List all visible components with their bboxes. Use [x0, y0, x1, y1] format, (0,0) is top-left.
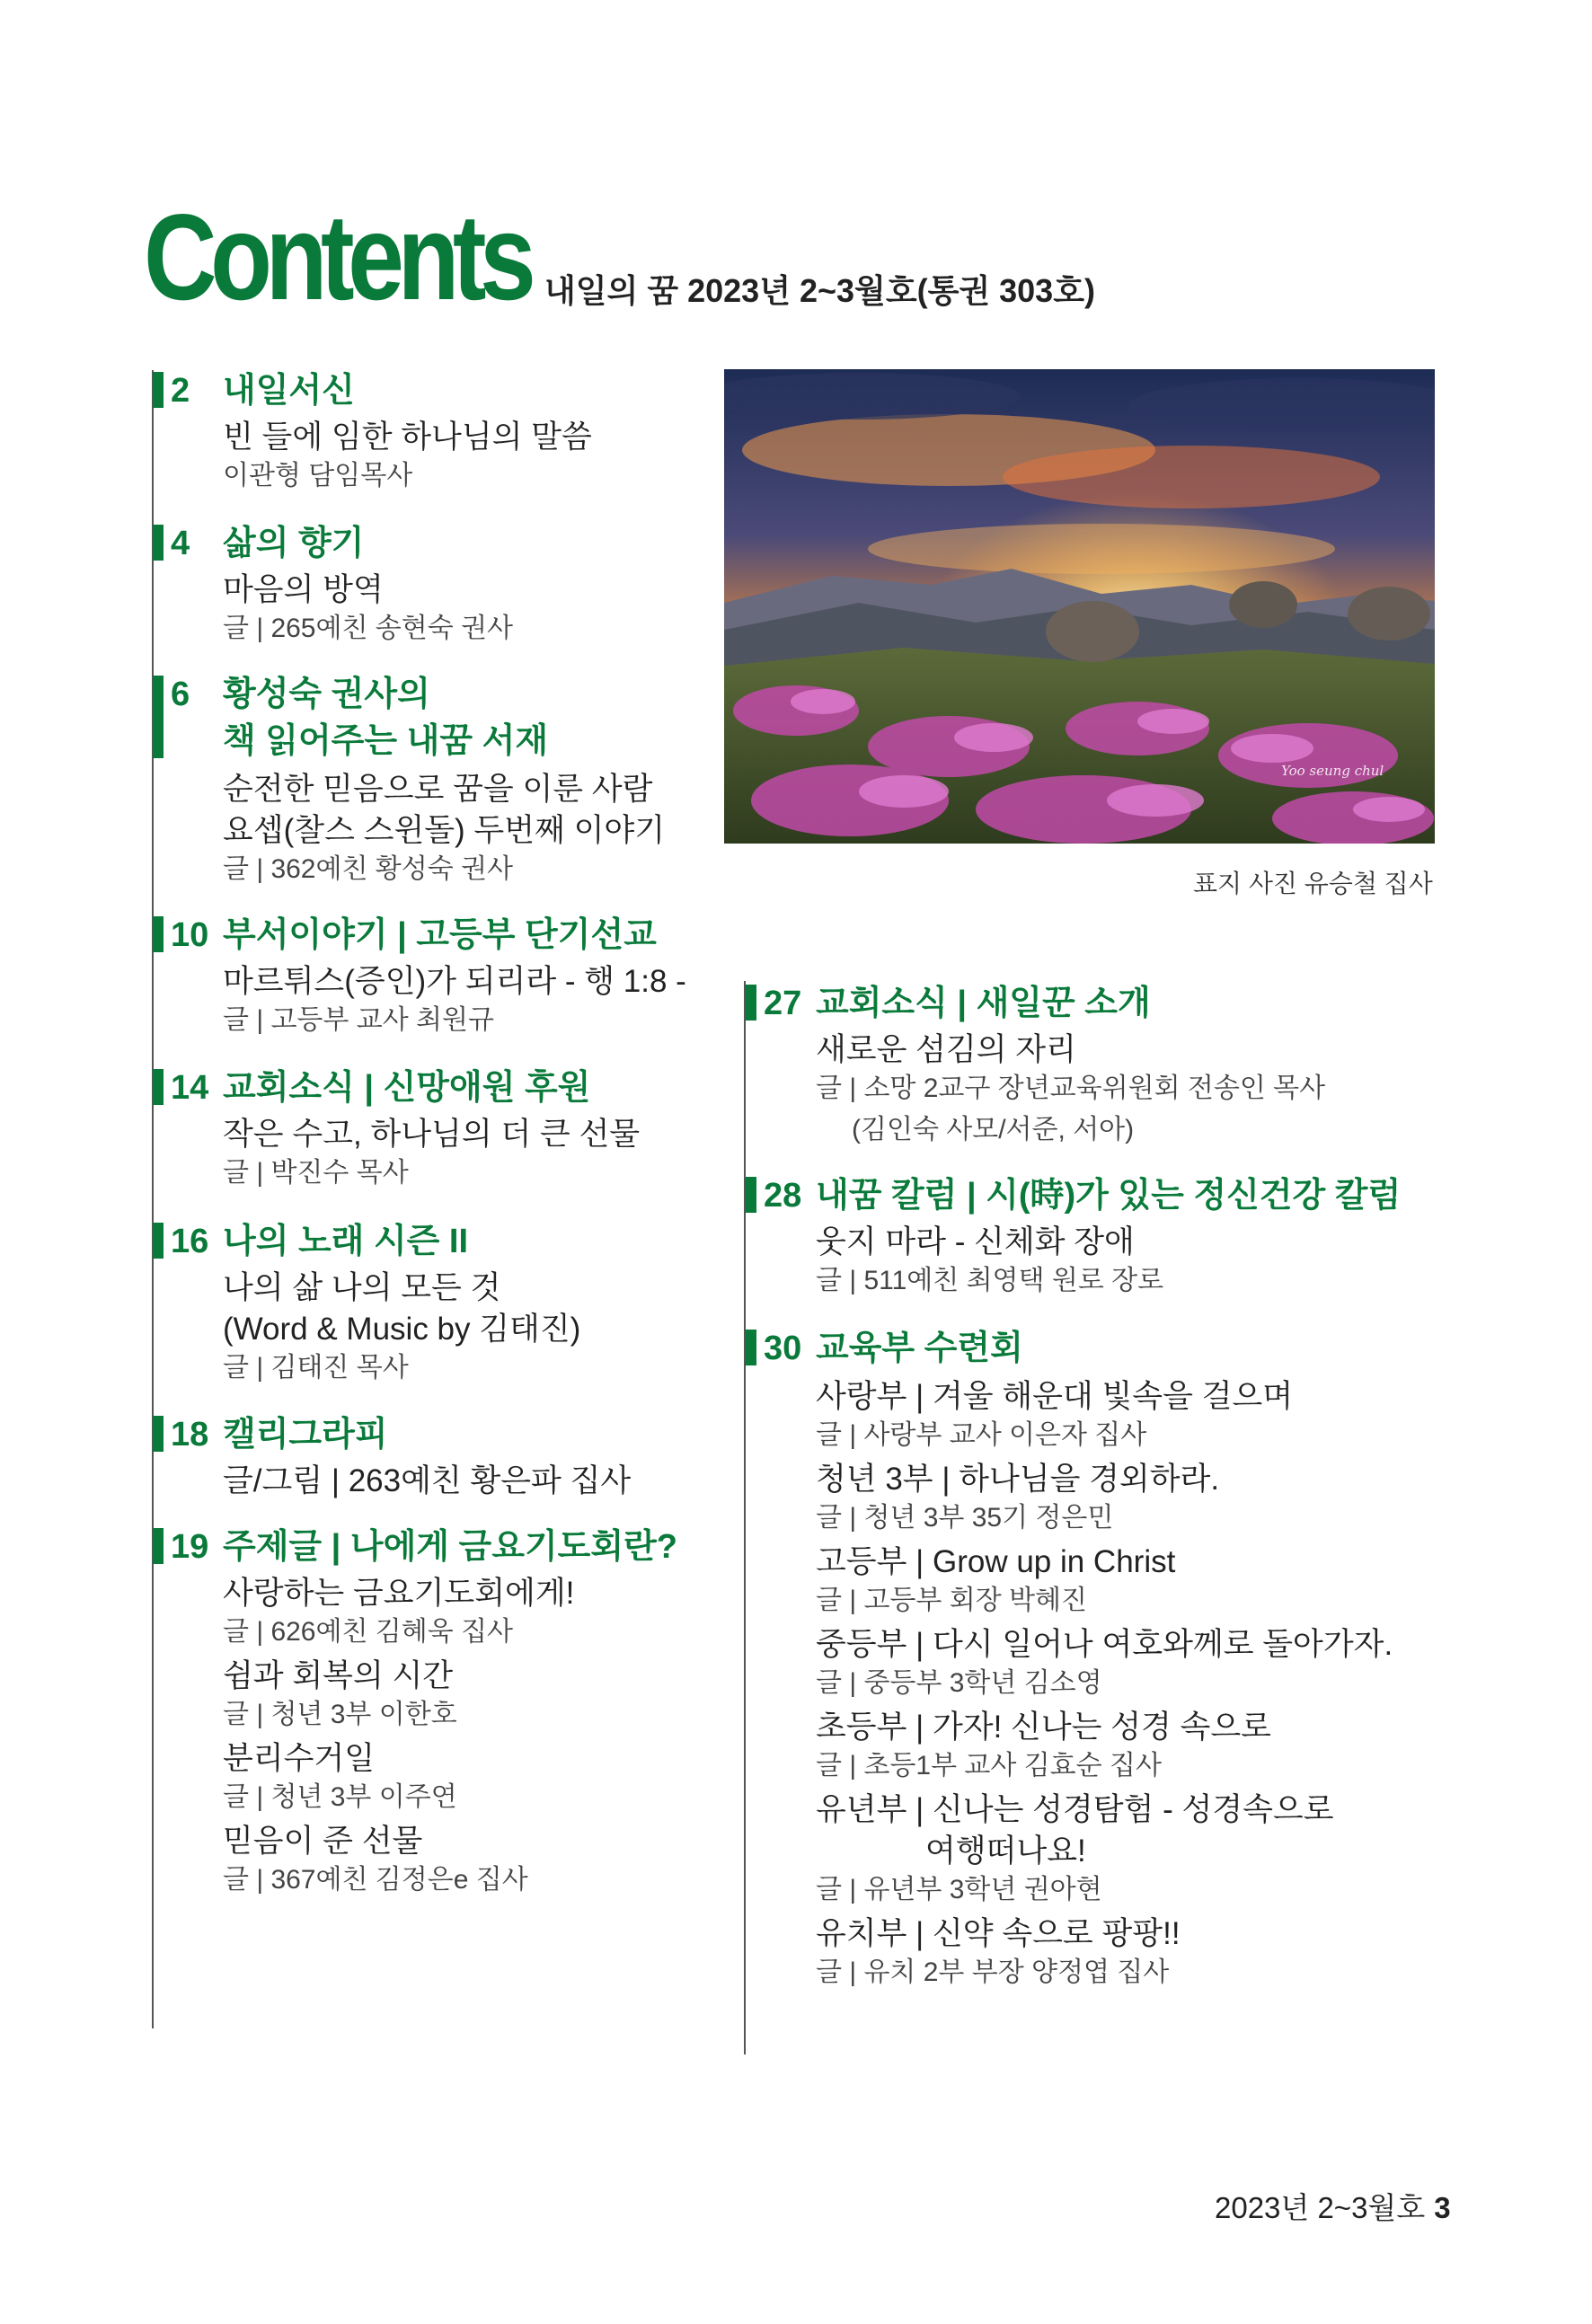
page-number: 10 [171, 916, 209, 954]
article-author: 글 | 초등1부 교사 김효순 집사 [816, 1751, 1162, 1781]
article-author: 글 | 사랑부 교사 이은자 집사 [816, 1420, 1147, 1450]
article-author: 글 | 청년 3부 이주연 [223, 1782, 457, 1812]
article-author: 글 | 362예친 황성숙 권사 [223, 854, 514, 884]
page-number: 28 [764, 1177, 802, 1215]
article-title: (Word & Music by 김태진) [223, 1312, 581, 1347]
section-marker [153, 1069, 164, 1105]
section-marker [153, 1528, 164, 1564]
section-marker [746, 1330, 756, 1365]
page-number: 14 [171, 1069, 209, 1107]
article-author: 글 | 중등부 3학년 김소영 [816, 1668, 1102, 1698]
section-heading: 교회소식 | 새일꾼 소개 [816, 985, 1151, 1022]
right-column-rule [744, 981, 746, 2054]
article-title: 사랑부 | 겨울 해운대 빛속을 걸으며 [816, 1379, 1294, 1414]
article-author: 글 | 소망 2교구 장년교육위원회 전송인 목사 [816, 1074, 1326, 1103]
page-number: 6 [171, 676, 190, 713]
section-marker [153, 525, 164, 561]
article-title: 사랑하는 금요기도회에게! [223, 1576, 575, 1611]
article-title: 웃지 마라 - 신체화 장애 [816, 1224, 1135, 1259]
page-title: Contents [144, 189, 530, 325]
article-author: 글 | 청년 3부 이한호 [223, 1700, 457, 1729]
page-number: 19 [171, 1528, 209, 1566]
section-heading: 나의 노래 시즌 II [223, 1223, 469, 1260]
article-author: 글 | 367예친 김정은e 집사 [223, 1865, 528, 1895]
article-author: 글 | 265예친 송현숙 권사 [223, 614, 514, 643]
article-title-continued: 여행떠나요! [925, 1834, 1086, 1869]
page-footer [1215, 2185, 1451, 2227]
article-title: 분리수거일 [223, 1741, 376, 1776]
article-author: 이관형 담임목사 [223, 461, 413, 490]
section-marker [746, 1177, 756, 1213]
section-heading: 주제글 | 나에게 금요기도회란? [223, 1528, 678, 1566]
section-marker [153, 372, 164, 408]
footer-page-number: 3 [1434, 2191, 1451, 2224]
article-title: 고등부 | Grow up in Christ [816, 1544, 1176, 1579]
article-title: 유년부 | 신나는 성경탐험 - 성경속으로 [816, 1792, 1334, 1827]
article-author: 글 | 박진수 목사 [223, 1158, 409, 1188]
section-heading: 교육부 수련회 [816, 1330, 1023, 1367]
section-heading: 내꿈 칼럼 | 시(時)가 있는 정신건강 칼럼 [816, 1177, 1402, 1215]
section-heading: 캘리그라피 [223, 1416, 388, 1454]
section-marker [153, 1416, 164, 1452]
issue-subtitle: 내일의 꿈 2023년 2~3월호(통권 303호) [544, 272, 1095, 309]
page-number: 30 [764, 1330, 802, 1367]
article-title: 마르튀스(증인)가 되리라 - 행 1:8 - [223, 964, 686, 999]
article-author: 글 | 511예친 최영택 원로 장로 [816, 1266, 1164, 1295]
article-author: 글 | 청년 3부 35기 정은민 [816, 1503, 1114, 1533]
page-number: 4 [171, 525, 190, 562]
article-title: 작은 수고, 하나님의 더 큰 선물 [223, 1117, 641, 1152]
page-number: 2 [171, 372, 190, 410]
article-title: 빈 들에 임한 하나님의 말씀 [223, 420, 592, 455]
article-title: 쉼과 회복의 시간 [223, 1658, 454, 1693]
section-heading: 황성숙 권사의 [223, 676, 430, 713]
article-title: 순전한 믿음으로 꿈을 이룬 사람 [223, 772, 653, 807]
article-title: 믿음이 준 선물 [223, 1824, 423, 1859]
article-author: 글 | 626예친 김혜욱 집사 [223, 1617, 514, 1647]
section-heading: 교회소식 | 신망애원 후원 [223, 1069, 591, 1107]
section-marker [153, 916, 164, 952]
article-author-note: (김인숙 사모/서준, 서아) [852, 1115, 1135, 1144]
section-marker [746, 985, 756, 1021]
article-title: 중등부 | 다시 일어나 여호와께로 돌아가자. [816, 1627, 1393, 1662]
section-heading: 삶의 향기 [223, 525, 365, 562]
section-marker [153, 1223, 164, 1259]
article-author: 글 | 고등부 교사 최원규 [223, 1005, 494, 1035]
section-heading-line2: 책 읽어주는 내꿈 서재 [223, 722, 549, 760]
article-author: 글 | 김태진 목사 [223, 1353, 409, 1383]
page-number: 27 [764, 985, 802, 1022]
left-column-rule [152, 370, 154, 2028]
section-heading: 내일서신 [223, 372, 355, 410]
section-marker [153, 676, 164, 758]
article-title: 요셉(찰스 스윈돌) 두번째 이야기 [223, 813, 666, 848]
page-number: 16 [171, 1223, 209, 1260]
article-title: 유치부 | 신약 속으로 팡팡!! [816, 1916, 1181, 1951]
cover-photo [724, 369, 1435, 844]
article-title: 나의 삶 나의 모든 것 [223, 1270, 501, 1305]
article-title: 청년 3부 | 하나님을 경외하라. [816, 1462, 1220, 1497]
article-title: 글/그림 | 263예친 황은파 집사 [223, 1463, 632, 1498]
section-heading: 부서이야기 | 고등부 단기선교 [223, 916, 657, 954]
article-author: 글 | 고등부 회장 박혜진 [816, 1586, 1087, 1615]
article-title: 초등부 | 가자! 신나는 성경 속으로 [816, 1710, 1271, 1745]
footer-issue: 2023년 2~3월호 [1215, 2191, 1426, 2224]
article-title: 마음의 방역 [223, 572, 384, 607]
page-number: 18 [171, 1416, 209, 1454]
article-author: 글 | 유치 2부 부장 양정엽 집사 [816, 1957, 1170, 1987]
article-title: 새로운 섬김의 자리 [816, 1032, 1076, 1067]
photo-caption: 표지 사진 유승철 집사 [1193, 870, 1433, 897]
photographer-signature: Yoo seung chul [1281, 763, 1384, 779]
article-author: 글 | 유년부 3학년 권아현 [816, 1875, 1102, 1904]
